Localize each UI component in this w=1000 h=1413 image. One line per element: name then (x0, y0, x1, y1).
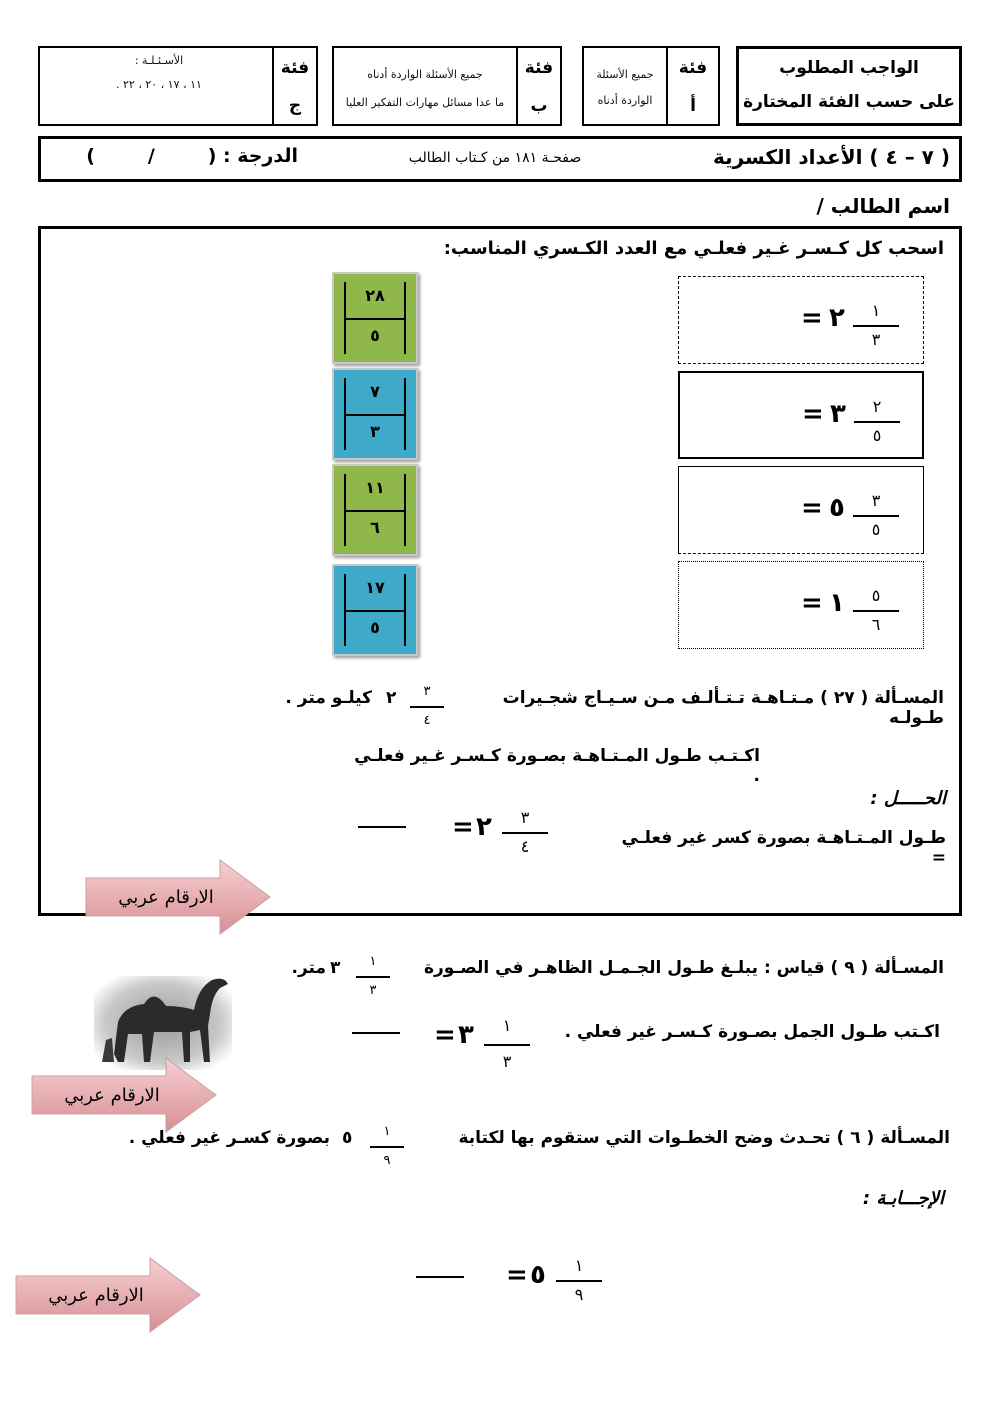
problem9-answer-blank[interactable] (352, 1032, 400, 1034)
fraction-bar (370, 1146, 404, 1148)
problem27-answer-equals: = (452, 812, 474, 842)
fraction-numerator: ٥ (871, 586, 881, 605)
fraction-denominator: ٣ (369, 983, 377, 998)
student-name-label: اسم الطالب / (816, 194, 950, 218)
mixed-whole: ٣ (830, 399, 846, 429)
fraction-denominator: ٦ (871, 615, 881, 634)
problem6-answer-equals: = (506, 1260, 528, 1290)
fraction-numerator: ٣ (423, 684, 431, 699)
fraction-bar (502, 832, 548, 834)
problem6-answer-whole: ٥ (530, 1260, 546, 1290)
cat-b-label: فئة (524, 58, 554, 78)
lesson-title: ( ٧ – ٤ ) الأعداد الكسرية (712, 145, 950, 169)
tile-frame (344, 282, 406, 354)
fraction-denominator: ٥ (871, 520, 881, 539)
problem9-answer-fraction (484, 1016, 530, 1076)
fraction-denominator: ٥ (872, 426, 882, 445)
drop-target[interactable] (678, 276, 924, 364)
mixed-fraction (853, 491, 899, 543)
mixed-whole: ١ (829, 588, 845, 618)
equals-sign: = (801, 493, 823, 523)
fraction-bar (484, 1044, 530, 1046)
tile-denominator: ٣ (370, 422, 380, 441)
arrow-label: الارقام عربي (118, 887, 214, 908)
fraction-numerator: ٢ (872, 397, 882, 416)
fraction-denominator: ٩ (383, 1153, 391, 1168)
cat-b-desc-line1: جميع الأسئلة الواردة أدناه (367, 68, 483, 81)
cat-c-label: فئة (280, 58, 310, 78)
fraction-denominator: ٩ (574, 1285, 584, 1304)
drop-target[interactable] (678, 371, 924, 459)
grade-label: الدرجة : ( / ) (86, 145, 298, 167)
problem6-fraction (370, 1122, 404, 1174)
equals-sign: = (801, 588, 823, 618)
problem9-task: اكـتب طـول الجمل بصـورة كـسـر غير فعلي . (564, 1022, 940, 1042)
problem6-answer-blank[interactable] (416, 1276, 464, 1278)
answer-label: الإجـــابـة : (862, 1188, 944, 1209)
draggable-fraction-tile[interactable] (332, 368, 418, 460)
tile-numerator: ١١ (365, 478, 385, 497)
fraction-numerator: ٣ (520, 808, 530, 827)
tile-fraction-bar (346, 414, 404, 416)
problem27-text-before: المسـألة ( ٢٧ ) مـتـاهـة تـتـألـف مـن سـيـاج شجـيرات طـولـه (502, 688, 944, 728)
fraction-bar (853, 610, 899, 612)
arabic-numerals-button[interactable] (14, 1256, 204, 1334)
problem9-text-before: المسـألة ( ٩ ) قياس : يبلـغ طـول الجـمـل الظاهـر في الصـورة (423, 958, 944, 978)
problem27-whole: ٢ (386, 688, 397, 708)
tile-denominator: ٦ (370, 518, 380, 537)
fraction-denominator: ٤ (423, 713, 431, 728)
fraction-bar (853, 515, 899, 517)
draggable-fraction-tile[interactable] (332, 464, 418, 556)
fraction-numerator: ١ (871, 301, 881, 320)
problem27-answer-label: طـول المـتـاهـة بصورة كسر غير فعلـي = (621, 828, 946, 868)
draggable-fraction-tile[interactable] (332, 564, 418, 656)
drop-target[interactable] (678, 561, 924, 649)
problem9-answer-equals: = (434, 1020, 456, 1050)
cat-c-desc-line1: الأسـئـلـة : (134, 54, 184, 67)
arrow-label: الارقام عربي (64, 1085, 160, 1106)
homework-subtitle: على حسب الفئة المختارة (743, 92, 955, 112)
mixed-whole: ٥ (829, 493, 845, 523)
mixed-whole: ٢ (829, 303, 845, 333)
fraction-numerator: ١ (383, 1124, 391, 1139)
fraction-bar (410, 706, 444, 708)
cat-c-letter: ج (288, 96, 302, 116)
arrow-label: الارقام عربي (48, 1285, 144, 1306)
problem6-text-before: المسـألة ( ٦ ) تحـدث وضح الخطـوات التي ستقوم بها لكتابة (458, 1128, 950, 1148)
problem27-answer-fraction (502, 808, 548, 860)
cat-b-letter: ب (530, 96, 548, 116)
page-reference: صفحـة ١٨١ من كـتاب الطالب (408, 150, 582, 166)
cat-a-desc-line2: الواردة أدناه (597, 94, 653, 107)
problem27-task: اكـتـب طـول المـتـاهـة بصـورة كـسـر غـير فعلـي . (354, 746, 760, 786)
fraction-numerator: ١ (574, 1256, 584, 1275)
solution-label: الحـــــل : (870, 788, 946, 809)
fraction-denominator: ٣ (871, 330, 881, 349)
tile-numerator: ٢٨ (365, 286, 385, 305)
arabic-numerals-button[interactable] (30, 1056, 220, 1134)
problem9-answer-whole: ٣ (458, 1020, 474, 1050)
homework-title: الواجب المطلوب (779, 58, 919, 78)
cat-a-letter: أ (690, 96, 696, 116)
tile-denominator: ٥ (370, 618, 380, 637)
problem9-fraction (356, 952, 390, 1004)
draggable-fraction-tile[interactable] (332, 272, 418, 364)
problem6-answer-fraction (556, 1256, 602, 1308)
problem27-answer-blank[interactable] (358, 826, 406, 828)
cat-b-desc-line2: ما عدا مسائل مهارات التفكير العليا (345, 96, 505, 109)
tile-numerator: ١٧ (365, 578, 385, 597)
drop-target[interactable] (678, 466, 924, 554)
drag-instruction: اسحب كل كـسـر غـير فعلـي مع العدد الكـسري المناسب: (443, 238, 944, 259)
fraction-numerator: ١ (369, 954, 377, 969)
fraction-numerator: ٣ (871, 491, 881, 510)
problem6-text-after: بصورة كسـر غير فعلي . (128, 1128, 330, 1148)
problem6-whole: ٥ (342, 1128, 353, 1148)
tile-fraction-bar (346, 318, 404, 320)
mixed-fraction (854, 397, 900, 449)
tile-denominator: ٥ (370, 326, 380, 345)
problem27-text-after: كيلـو متر . (285, 688, 372, 708)
mixed-fraction (853, 301, 899, 353)
problem27-answer-whole: ٢ (476, 812, 492, 842)
arabic-numerals-button[interactable] (84, 858, 274, 936)
fraction-bar (356, 976, 390, 978)
fraction-numerator: ١ (502, 1016, 512, 1035)
cat-a-label: فئة (678, 58, 708, 78)
tile-fraction-bar (346, 510, 404, 512)
problem9-text-after: متر. (291, 958, 326, 978)
problem9-whole: ٣ (330, 958, 341, 978)
fraction-denominator: ٤ (520, 837, 530, 856)
tile-frame (344, 378, 406, 450)
cat-a-desc-line1: جميع الأسئلة (596, 68, 654, 81)
problem27-fraction (410, 682, 444, 734)
tile-frame (344, 574, 406, 646)
tile-frame (344, 474, 406, 546)
tile-fraction-bar (346, 610, 404, 612)
fraction-bar (854, 421, 900, 423)
fraction-bar (853, 325, 899, 327)
cat-c-desc-line2: ١١ ، ١٧ ، ٢٠ ، ٢٢ . (116, 78, 202, 91)
fraction-bar (556, 1280, 602, 1282)
equals-sign: = (802, 399, 824, 429)
mixed-fraction (853, 586, 899, 638)
tile-numerator: ٧ (370, 382, 380, 401)
fraction-denominator: ٣ (502, 1052, 512, 1071)
camel-image (94, 966, 232, 1070)
equals-sign: = (801, 303, 823, 333)
